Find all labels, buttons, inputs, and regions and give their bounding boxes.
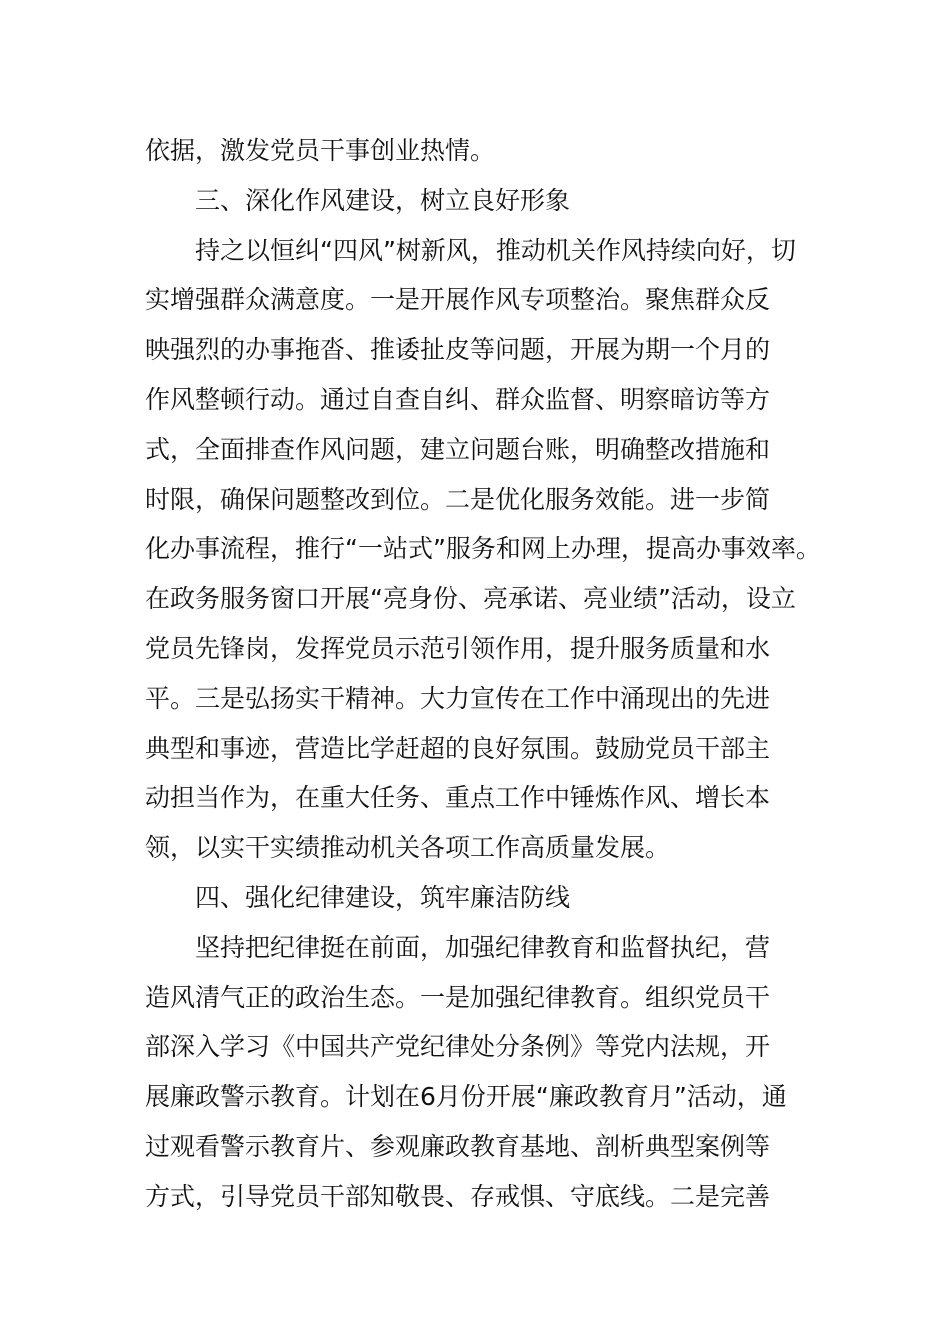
body-text-line: 党员先锋岗，发挥党员示范引领作用，提升服务质量和水	[145, 633, 771, 663]
document-body	[145, 126, 821, 1222]
body-text-line: 时限，确保问题整改到位。二是优化服务效能。进一步简	[145, 484, 771, 514]
body-text-line: 映强烈的办事拖沓、推诿扯皮等问题，开展为期一个月的	[145, 335, 771, 365]
body-text-line: 式，全面排查作风问题，建立问题台账，明确整改措施和	[145, 434, 771, 464]
paragraph-start-line: 持之以恒纠“四风”树新风，推动机关作风持续向好，切	[195, 235, 796, 265]
body-text-line: 领，以实干实绩推动机关各项工作高质量发展。	[145, 833, 671, 863]
body-text-line: 过观看警示教育片、参观廉政教育基地、剖析典型案例等	[145, 1131, 771, 1161]
body-text-line: 方式，引导党员干部知敬畏、存戒惧、守底线。二是完善	[145, 1181, 771, 1211]
body-text-line: 动担当作为，在重大任务、重点工作中锤炼作风、增长本	[145, 783, 771, 813]
body-text-line: 平。三是弘扬实干精神。大力宣传在工作中涌现出的先进	[145, 683, 771, 713]
paragraph-start-line: 四、强化纪律建设，筑牢廉洁防线	[195, 882, 571, 912]
paragraph-start-line: 坚持把纪律挺在前面，加强纪律教育和监督执纪，营	[195, 932, 771, 962]
body-text-line: 依据，激发党员干事创业热情。	[145, 136, 496, 165]
body-text-line: 作风整顿行动。通过自查自纠、群众监督、明察暗访等方	[145, 384, 771, 414]
paragraph-start-line: 三、深化作风建设，树立良好形象	[195, 185, 571, 215]
body-text-line: 化办事流程，推行“一站式”服务和网上办理，提高办事效率。	[145, 534, 821, 564]
body-text-line: 展廉政警示教育。计划在6月份开展“廉政教育月”活动，通	[145, 1082, 787, 1112]
body-text-line: 造风清气正的政治生态。一是加强纪律教育。组织党员干	[145, 982, 771, 1012]
body-text-line: 实增强群众满意度。一是开展作风专项整治。聚焦群众反	[145, 285, 771, 315]
body-text-line: 在政务服务窗口开展“亮身份、亮承诺、亮业绩”活动，设立	[145, 584, 796, 614]
body-text-line: 典型和事迹，营造比学赶超的良好氛围。鼓励党员干部主	[145, 733, 771, 763]
body-text-line: 部深入学习《中国共产党纪律处分条例》等党内法规，开	[145, 1032, 771, 1062]
